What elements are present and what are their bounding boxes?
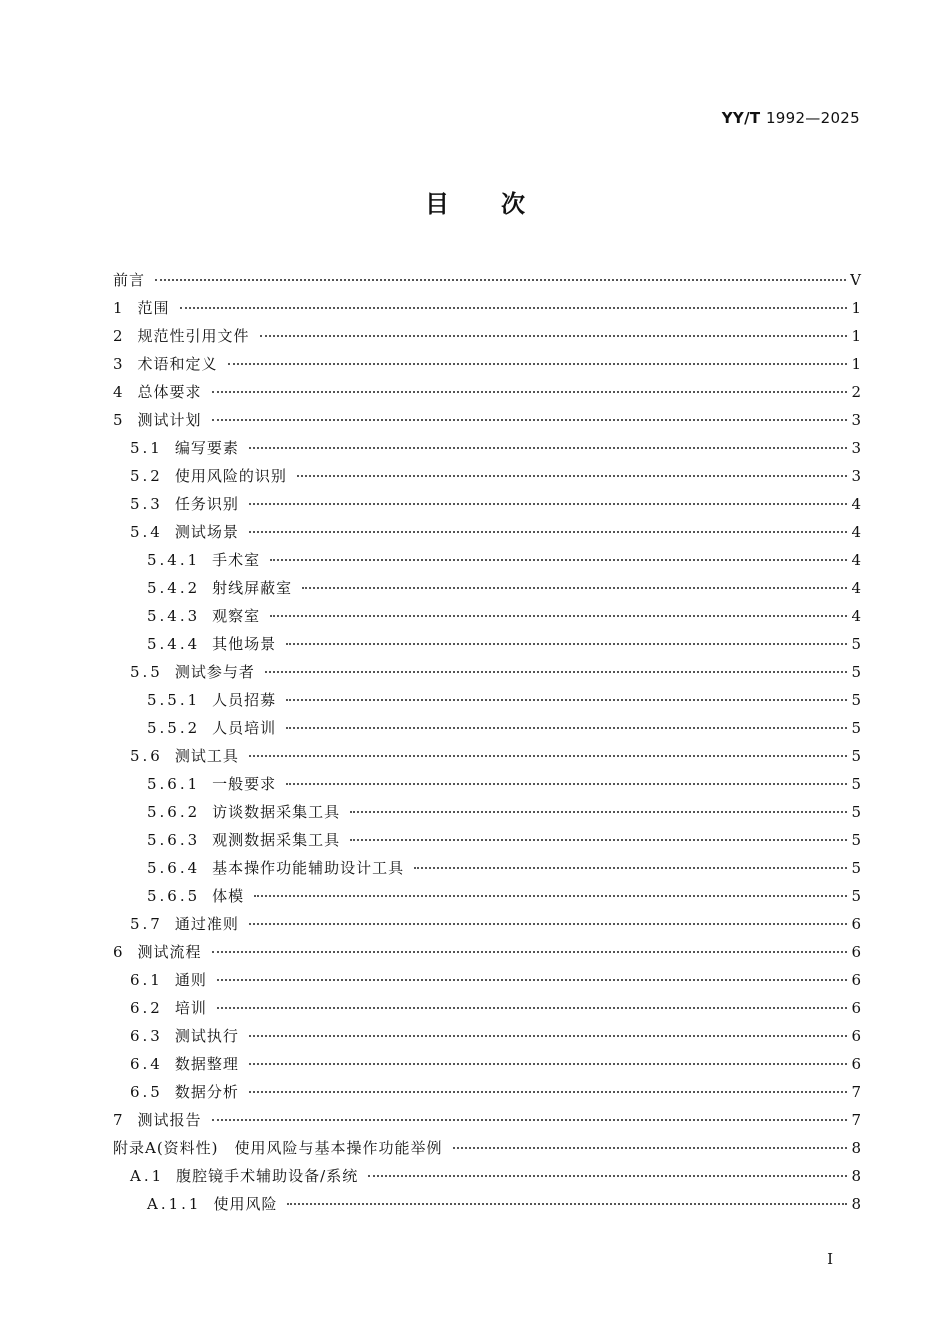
toc-entry[interactable] [113,1190,861,1218]
dot-leader [212,950,848,953]
toc-entry-page: 7 [851,1111,861,1129]
toc-entry-number: 5.4.1 [147,551,201,569]
toc-entry[interactable] [113,854,861,882]
toc-entry-page: 6 [851,915,861,933]
toc-entry-number: 5.6.3 [147,831,201,849]
toc-entry[interactable] [113,1134,861,1162]
dot-leader [249,1034,848,1037]
toc-entry-number: 5.7 [130,915,163,933]
toc-entry-title: 射线屏蔽室 [212,579,293,597]
standard-prefix: YY/T [721,109,761,127]
toc-entry-title: 人员招募 [212,691,277,709]
toc-entry[interactable] [113,1050,861,1078]
toc-entry[interactable] [113,266,861,294]
toc-entry-number: A.1 [130,1167,165,1185]
toc-entry-page: 3 [851,439,861,457]
toc-entry[interactable] [113,462,861,490]
toc-entry-page: 5 [851,635,861,653]
toc-entry-title: 测试参与者 [174,663,255,681]
dot-leader [254,894,847,897]
toc-entry-page: 2 [851,383,861,401]
toc-entry[interactable] [113,574,861,602]
toc-entry-title: 一般要求 [212,775,277,793]
toc-entry-title: 范围 [137,299,170,317]
toc-entry-number: 5.4.3 [147,607,201,625]
toc-entry-page: 1 [851,299,861,317]
dot-leader [212,418,848,421]
dot-leader [249,1062,848,1065]
toc-entry-page: 5 [851,831,861,849]
toc-entry-title: 使用风险的识别 [174,467,287,485]
toc-entry-number: 5 [113,411,126,429]
toc-entry-title: 基本操作功能辅助设计工具 [212,859,405,877]
toc-entry[interactable] [113,966,861,994]
toc-entry-title: 规范性引用文件 [137,327,250,345]
toc-entry[interactable] [113,882,861,910]
toc-entry-page: 5 [851,859,861,877]
dot-leader [265,670,848,673]
toc-entry-page: 6 [851,1027,861,1045]
toc-entry[interactable] [113,1162,861,1190]
toc-entry-title: 人员培训 [212,719,277,737]
toc-entry-page: 3 [851,467,861,485]
dot-leader [212,1118,848,1121]
toc-entry-page: 4 [851,495,861,513]
toc-entry-title: 数据整理 [174,1055,239,1073]
toc-entry-number: A.1.1 [147,1195,202,1213]
toc-entry-number: 5.5.2 [147,719,201,737]
toc-entry[interactable] [113,1022,861,1050]
dot-leader [249,754,848,757]
dot-leader [217,978,848,981]
toc-entry-number: 5.4.4 [147,635,201,653]
toc-entry-page: 5 [851,691,861,709]
toc-entry-title: 前言 [113,271,146,289]
toc-entry-title: 观察室 [212,607,261,625]
toc-entry-page: 5 [851,719,861,737]
toc-entry-title: 术语和定义 [137,355,218,373]
toc-entry-number: 5.6 [130,747,163,765]
toc-entry[interactable] [113,686,861,714]
toc-entry-number: 6.2 [130,999,163,1017]
toc-entry[interactable] [113,350,861,378]
toc-entry-title: 通则 [174,971,207,989]
toc-entry[interactable] [113,294,861,322]
toc-entry-number: 7 [113,1111,126,1129]
toc-entry-title: 编写要素 [174,439,239,457]
toc-entry[interactable] [113,322,861,350]
dot-leader [414,866,847,869]
dot-leader [249,1090,848,1093]
toc-entry-title: 总体要求 [137,383,202,401]
toc-entry[interactable] [113,546,861,574]
toc-entry-page: 8 [851,1139,861,1157]
toc-entry-number: 6 [113,943,126,961]
dot-leader [249,922,848,925]
toc-entry[interactable] [113,742,861,770]
toc-entry-number: 5.6.5 [147,887,201,905]
standard-number: 1992—2025 [765,109,860,127]
standard-code [722,109,860,127]
toc-entry-page: 1 [851,327,861,345]
page-number: I [827,1250,833,1268]
toc-entry[interactable] [113,658,861,686]
toc-entry-title: 测试场景 [174,523,239,541]
dot-leader [217,1006,848,1009]
toc-entry-page: V [850,271,861,289]
dot-leader [260,334,848,337]
toc-entry-number: 4 [113,383,126,401]
dot-leader [302,586,847,589]
dot-leader [270,558,847,561]
dot-leader [297,474,848,477]
dot-leader [350,838,847,841]
dot-leader [249,446,848,449]
toc-entry-page: 8 [851,1167,861,1185]
dot-leader [228,362,848,365]
toc-entry-number: 6.5 [130,1083,163,1101]
toc-entry[interactable] [113,798,861,826]
toc-entry-number: 5.5.1 [147,691,201,709]
toc-entry-title: 其他场景 [212,635,277,653]
dot-leader [286,726,847,729]
toc-entry-page: 4 [851,551,861,569]
toc-entry[interactable] [113,714,861,742]
toc-entry-number: 2 [113,327,126,345]
dot-leader [286,782,847,785]
toc-entry-page: 6 [851,999,861,1017]
toc-entry-number: 5.4.2 [147,579,201,597]
toc-entry[interactable] [113,434,861,462]
toc-entry-number: 5.5 [130,663,163,681]
dot-leader [350,810,847,813]
toc-entry-page: 5 [851,775,861,793]
toc-entry-page: 4 [851,607,861,625]
toc-entry[interactable] [113,378,861,406]
dot-leader [180,306,848,309]
toc-entry-number: 5.1 [130,439,163,457]
toc-entry-page: 1 [851,355,861,373]
toc-entry-title: 观测数据采集工具 [212,831,341,849]
toc-entry[interactable] [113,490,861,518]
toc-entry-number: 6.1 [130,971,163,989]
dot-leader [249,502,848,505]
toc-entry-title: 测试流程 [137,943,202,961]
toc-entry[interactable] [113,1106,861,1134]
toc-entry-page: 4 [851,523,861,541]
table-of-contents [113,266,861,1218]
toc-entry-title: 通过准则 [174,915,239,933]
toc-entry-number: 5.6.1 [147,775,201,793]
dot-leader [453,1146,848,1149]
toc-entry-title: 使用风险 [213,1195,278,1213]
toc-entry-page: 5 [851,887,861,905]
toc-entry[interactable] [113,994,861,1022]
dot-leader [155,278,846,281]
toc-entry-number: 5.4 [130,523,163,541]
toc-entry-title: 测试执行 [174,1027,239,1045]
toc-entry-number: 6.3 [130,1027,163,1045]
toc-entry-number: 5.6.4 [147,859,201,877]
toc-entry[interactable] [113,910,861,938]
toc-entry-number: 1 [113,299,126,317]
toc-entry-page: 3 [851,411,861,429]
dot-leader [286,642,847,645]
toc-entry-title: 测试工具 [174,747,239,765]
toc-entry[interactable] [113,938,861,966]
dot-leader [270,614,847,617]
toc-entry-title: 任务识别 [174,495,239,513]
toc-entry[interactable] [113,826,861,854]
toc-entry-number: 5.3 [130,495,163,513]
toc-entry-page: 8 [851,1195,861,1213]
toc-entry-title: 附录A(资料性) 使用风险与基本操作功能举例 [113,1139,443,1157]
toc-entry-title: 数据分析 [174,1083,239,1101]
dot-leader [368,1174,847,1177]
toc-entry-page: 6 [851,971,861,989]
toc-entry[interactable] [113,602,861,630]
toc-entry-number: 6.4 [130,1055,163,1073]
toc-entry-title: 测试计划 [137,411,202,429]
toc-entry-page: 5 [851,803,861,821]
toc-entry[interactable] [113,1078,861,1106]
toc-entry-number: 5.6.2 [147,803,201,821]
toc-entry-title: 访谈数据采集工具 [212,803,341,821]
toc-entry-number: 3 [113,355,126,373]
toc-entry-number: 5.2 [130,467,163,485]
toc-entry[interactable] [113,406,861,434]
toc-entry-title: 体模 [212,887,245,905]
toc-entry-page: 6 [851,1055,861,1073]
page-title: 目次 [425,190,577,218]
dot-leader [212,390,848,393]
toc-entry-page: 4 [851,579,861,597]
toc-entry-title: 腹腔镜手术辅助设备/系统 [176,1167,359,1185]
toc-entry[interactable] [113,770,861,798]
toc-entry-title: 测试报告 [137,1111,202,1129]
toc-entry-title: 手术室 [212,551,261,569]
dot-leader [287,1202,847,1205]
toc-entry-page: 6 [851,943,861,961]
toc-entry-page: 5 [851,663,861,681]
dot-leader [249,530,848,533]
toc-entry-page: 5 [851,747,861,765]
dot-leader [286,698,847,701]
toc-entry-page: 7 [851,1083,861,1101]
toc-entry[interactable] [113,518,861,546]
toc-entry-title: 培训 [174,999,207,1017]
toc-entry[interactable] [113,630,861,658]
